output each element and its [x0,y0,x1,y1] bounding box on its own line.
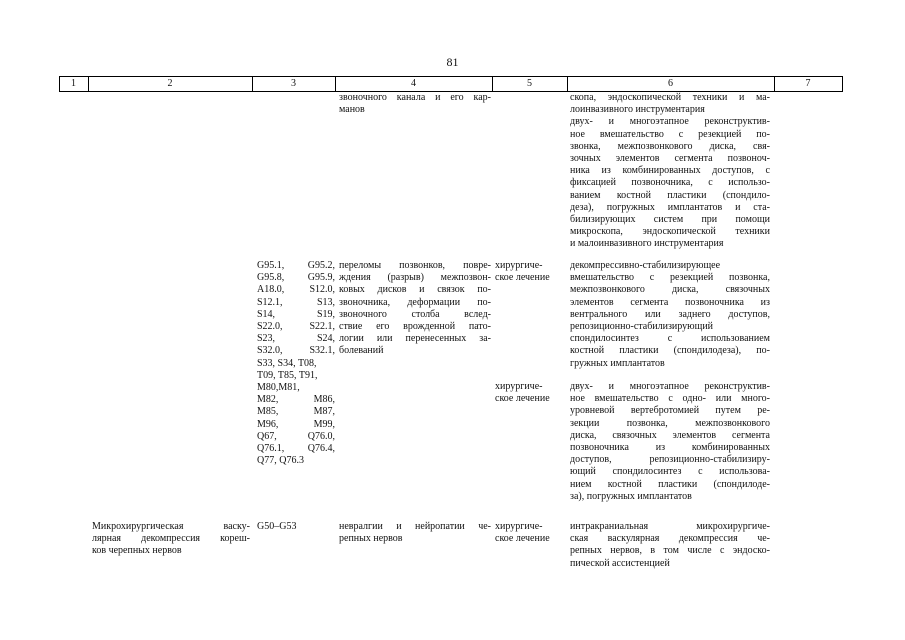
text-line: лоинвазивного инструментария [570,104,705,116]
row1-treatment1-col6 [570,260,770,370]
text-line: звоночного канала и его кар- [339,92,491,103]
text-line: ское лечение [495,272,550,284]
code: G95.9, [307,272,335,284]
text-line: ждения (разрыв) межпозвон- [339,272,491,284]
code: M80,M81, [257,382,300,394]
code: S12.1, [257,296,283,308]
text-line: микроскопа, эндоскопической техники [570,226,770,238]
text-line: ное вмешательство с одно- или много- [570,393,770,405]
code: M86, [313,394,335,406]
text-line: скопа, эндоскопической техники и ма- [570,92,770,103]
text-line: лярная декомпрессия кореш- [92,533,250,545]
text-line: деза), погружных имплантатов и ста- [570,201,770,213]
header-col-7: 7 [805,78,811,89]
text-line: за), погружных имплантатов [570,490,692,502]
text-line: манов [339,104,365,116]
text-line: и малоинвазивного инструментария [570,238,724,250]
header-col-6: 6 [668,78,673,89]
row2-col5 [495,521,567,545]
text-line: ская васкулярная декомпрессия че- [570,533,770,545]
code: S22.0, [257,321,283,333]
text-line: ное вмешательство с резекцией по- [570,128,770,140]
header-col-4: 4 [411,78,416,89]
text-line: репных нервов [339,533,403,545]
text-line: ковых дисков и связок по- [339,284,491,296]
code: S23, [257,333,276,345]
text-line: доступов, репозиционно-стабилизиру- [570,454,770,466]
row1-col4 [339,260,491,358]
code: S24, [316,333,335,345]
text-line: звонка, межпозвонкового диска, свя- [570,140,770,152]
row2-col4 [339,521,491,545]
text-line: двух- и многоэтапное реконструктив- [570,116,770,128]
code: S13, [316,296,335,308]
code: M96, [257,418,279,430]
code: M85, [257,406,279,418]
code: G95.8, [257,272,285,284]
header-col-3: 3 [291,78,296,89]
code: G95.1, [257,260,285,271]
text-line: Микрохирургическая васку- [92,521,250,532]
text-line: интракраниальная микрохирургиче- [570,521,770,532]
row2-col2 [92,521,250,558]
table-header [59,76,843,92]
text-line: двух- и многоэтапное реконструктив- [570,381,770,392]
header-col-2: 2 [167,78,173,89]
text-line: ское лечение [495,533,550,545]
text-line: билизирующих систем при помощи [570,214,770,226]
code: Q76.4, [307,443,335,455]
text-line: уровневой вертебротомией путем ре- [570,405,770,417]
text-line: пической ассистенцией [570,557,670,569]
code: S33, S34, T08, [257,357,317,369]
code: G50–G53 [257,521,297,532]
header-col-1: 1 [71,78,76,89]
header-col-5: 5 [527,78,532,89]
code: S14, [257,308,276,320]
text-line: вмешательство с резекцией позвонка, [570,272,770,284]
text-line: звоночного столба вслед- [339,308,491,320]
text-line: логии или перенесенных за- [339,333,491,345]
text-line: хирургиче- [495,521,543,532]
code: M87, [313,406,335,418]
row1-treatment2-col5 [495,381,567,405]
code: S32.1, [309,345,335,357]
text-line: костной пластики (спондилодеза), по- [570,345,770,357]
text-line: репных нервов, в том числе с эндоско- [570,545,770,557]
text-line: позвоночника из комбинированных [570,442,770,454]
code: S22.1, [309,321,335,333]
text-line: ствие его врожденной пато- [339,321,491,333]
text-line: звоночника, деформации по- [339,296,491,308]
text-line: ника из комбинированных доступов, с [570,165,770,177]
text-line: диска, связочных элементов сегмента [570,429,770,441]
code: M99, [313,418,335,430]
code: S32.0, [257,345,283,357]
text-line: межпозвонкового диска, связочных [570,284,770,296]
text-line: спондилосинтез с использованием [570,333,770,345]
text-line: невралгии и нейропатии че- [339,521,491,532]
text-line: хирургиче- [495,260,543,271]
text-line: ков черепных нервов [92,545,182,557]
text-line: вентрального или заднего доступов, [570,308,770,320]
text-line: ющий спондилосинтез с использова- [570,466,770,478]
text-line: переломы позвонков, повре- [339,260,491,271]
code: G95.2, [307,260,335,271]
code: Q76.0, [307,430,335,442]
text-line: нием костной пластики (спондилоде- [570,478,770,490]
row0-col6 [570,92,770,251]
row1-col3-codes [257,260,335,467]
code: M82, [257,394,279,406]
code: Q76.1, [257,443,285,455]
code: Q67, [257,430,277,442]
text-line: болеваний [339,345,384,357]
code: S12.0, [309,284,335,296]
text-line: репозиционно-стабилизирующий [570,321,714,333]
row1-treatment2-col6 [570,381,770,503]
text-line: ванием костной пластики (спондило- [570,189,770,201]
code: A18.0, [257,284,285,296]
code: Q77, Q76.3 [257,455,304,467]
text-line: гружных имплантатов [570,357,665,369]
code: S19, [316,308,335,320]
code: T09, T85, T91, [257,369,318,381]
text-line: ское лечение [495,393,550,405]
row2-col6 [570,521,770,570]
text-line: зочных элементов сегмента позвоноч- [570,153,770,165]
row2-col3 [257,521,335,533]
text-line: хирургиче- [495,381,543,392]
text-line: элементов сегмента позвоночника из [570,296,770,308]
text-line: фиксацией позвоночника, с использо- [570,177,770,189]
row0-col4 [339,92,491,116]
row1-treatment1-col5 [495,260,567,284]
page-number: 81 [446,55,459,69]
text-line: декомпрессивно-стабилизирующее [570,260,721,271]
text-line: зекции позвонка, межпозвонкового [570,417,770,429]
